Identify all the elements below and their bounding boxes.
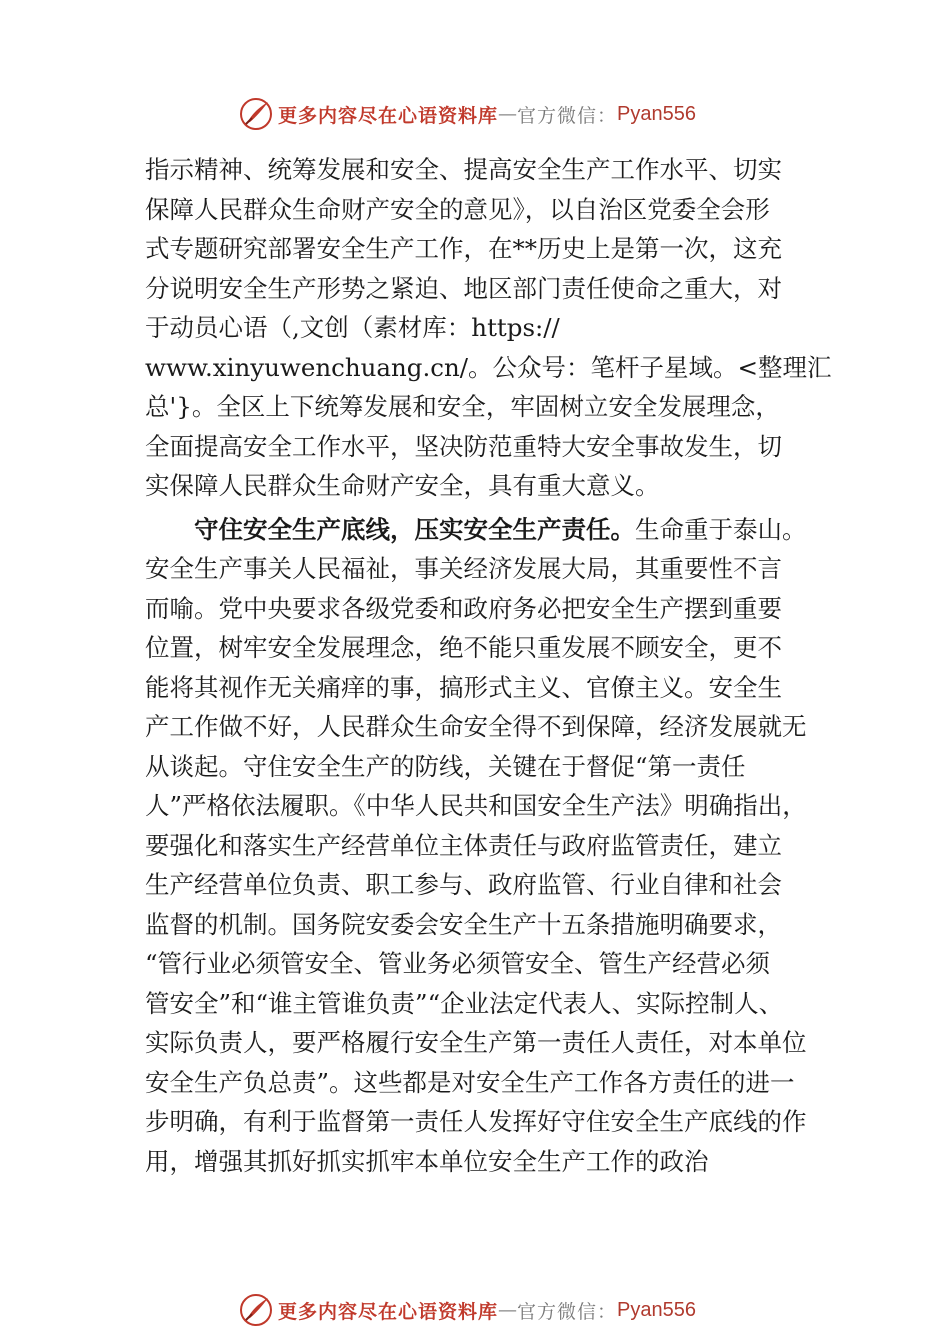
text-line: 全面提高安全工作水平，坚决防范重特大安全事故发生，切 — [145, 431, 782, 461]
watermark-wechat-id: Pyan556 — [617, 102, 696, 125]
watermark-wechat-id: Pyan556 — [617, 1298, 696, 1321]
text-line: 要强化和落实生产经营单位主体责任与政府监管责任，建立 — [145, 830, 782, 860]
watermark-separator: — — [498, 103, 518, 125]
text-line: 总'}。全区上下统筹发展和安全，牢固树立安全发展理念， — [145, 392, 780, 421]
text-line: 实保障人民群众生命财产安全，具有重大意义。 — [145, 471, 660, 500]
text-line: 用，增强其抓好抓实抓牢本单位安全生产工作的政治 — [145, 1146, 709, 1176]
text-line: 而喻。党中央要求各级党委和政府务必把安全生产摆到重要 — [145, 593, 782, 623]
paragraph-1 — [145, 150, 832, 506]
lead-rest: 生命重于泰山。 — [635, 514, 807, 544]
quill-logo-icon — [238, 96, 274, 132]
text-line: 监督的机制。国务院安委会安全生产十五条措施明确要求， — [145, 909, 782, 939]
text-line: 安全生产负总责”。这些都是对安全生产工作各方责任的进一 — [145, 1067, 795, 1097]
text-line: 步明确，有利于监督第一责任人发挥好守住安全生产底线的作 — [145, 1107, 807, 1136]
text-line: 保障人民群众生命财产安全的意见》，以自治区党委全会形 — [145, 194, 770, 224]
text-line: 人”严格依法履职。《中华人民共和国安全生产法》明确指出， — [145, 791, 807, 820]
text-line: “管行业必须管安全、管业务必须管安全、管生产经营必须 — [145, 949, 771, 978]
text-line: 安全生产事关人民福祉，事关经济发展大局，其重要性不言 — [145, 554, 782, 583]
text-line: 式专题研究部署安全生产工作，在**历史上是第一次，这充 — [145, 234, 782, 263]
document-body — [145, 150, 832, 1181]
text-line: www.xinyuwenchuang.cn/。公众号：笔杆子星域。<整理汇 — [145, 352, 832, 382]
watermark-separator: — — [498, 1299, 518, 1321]
text-line: 产工作做不好，人民群众生命安全得不到保障，经济发展就无 — [145, 712, 807, 741]
watermark-wechat-label: 官方微信： — [517, 1300, 618, 1323]
text-line: 能将其视作无关痛痒的事，搞形式主义、官僚主义。安全生 — [145, 672, 782, 702]
text-line: 位置，树牢安全发展理念，绝不能只重发展不顾安全，更不 — [145, 633, 782, 662]
watermark-wechat-label: 官方微信： — [517, 104, 618, 127]
bold-heading-lead: 守住安全生产底线，压实安全生产责任。 — [194, 514, 635, 544]
quill-logo-icon — [238, 1292, 274, 1328]
watermark-main-text: 更多内容尽在心语资料库 — [278, 104, 499, 127]
watermark-main-text: 更多内容尽在心语资料库 — [278, 1300, 499, 1323]
text-line: 从谈起。守住安全生产的防线，关键在于督促“第一责任 — [145, 751, 746, 781]
watermark-footer — [238, 1290, 696, 1330]
text-line: 指示精神、统筹发展和安全、提高安全生产工作水平、切实 — [145, 155, 782, 184]
paragraph-2 — [145, 510, 825, 1182]
text-line: 于动员心语（,文创（素材库：https:// — [145, 313, 560, 342]
text-line-first — [145, 510, 825, 550]
text-line: 实际负责人，要严格履行安全生产第一责任人责任，对本单位 — [145, 1028, 807, 1057]
watermark-header — [238, 94, 696, 134]
text-line: 生产经营单位负责、职工参与、政府监管、行业自律和社会 — [145, 870, 782, 899]
text-line: 分说明安全生产形势之紧迫、地区部门责任使命之重大，对 — [145, 273, 782, 303]
text-line: 管安全”和“谁主管谁负责”“企业法定代表人、实际控制人、 — [145, 988, 784, 1018]
